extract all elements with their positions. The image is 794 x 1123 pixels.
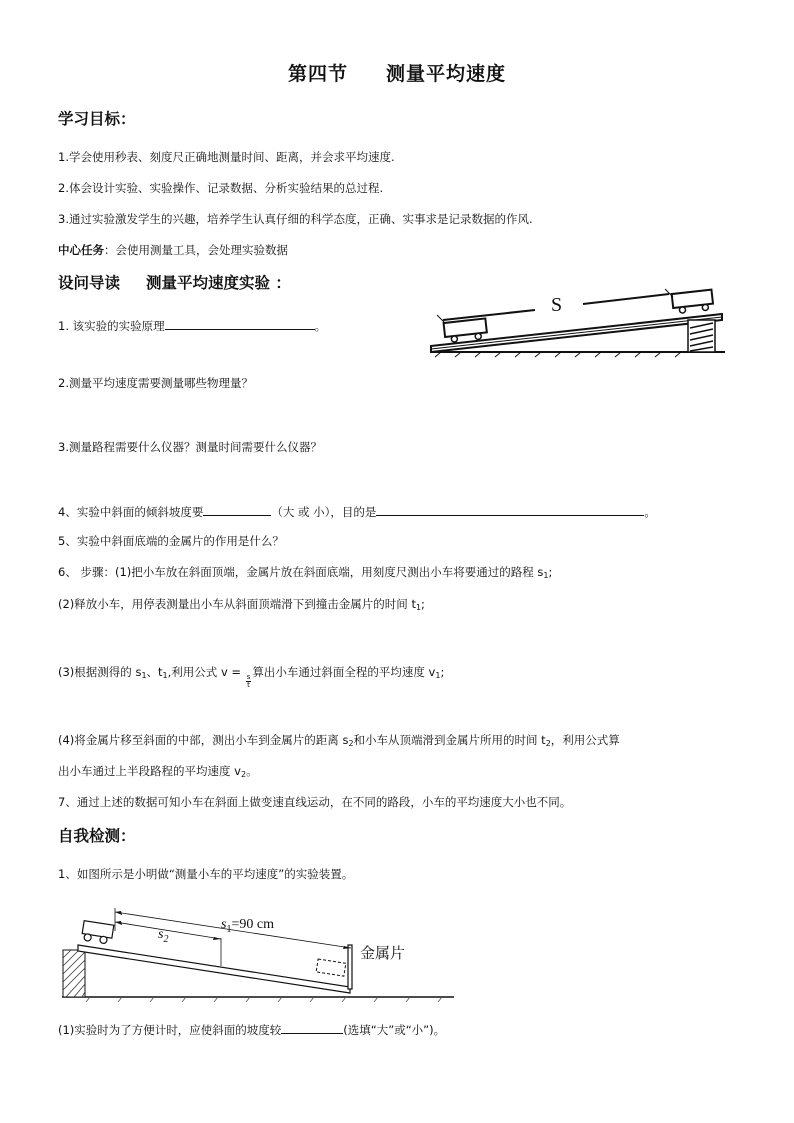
step-3: (3)根据测得的 $s_1$、$t_1$,利用公式 v = $\frac{s}{t}$ 算出小车通过斜面全程的平均速度 $v_1$; <box>58 665 445 689</box>
question-4: 4、实验中斜面的倾斜坡度要 （大 或 小），目的是 。 <box>58 502 656 520</box>
step-4: (4)将金属片移至斜面的中部，测出小车到金属片的距离 $s_2$和小车从顶端滑到金属片所用的时间 $t_2$，利用公式算 <box>58 733 620 748</box>
formula-fraction: $\frac{s}{t}$ <box>246 673 251 689</box>
s1-label: $s_1=90$ cm <box>221 917 274 935</box>
metal-plate-label: 金属片 <box>360 944 406 962</box>
question-2: 2.测量平均速度需要测量哪些物理量？ <box>58 376 253 390</box>
selftest-question-1-1: (1)实验时为了方便计时，应使斜面的坡度较 (选填“大”或“小”)。 <box>58 1020 445 1038</box>
goal-item-2: 2.体会设计实验、实验操作、记录数据、分析实验结果的总过程. <box>58 181 384 195</box>
guide-heading: 设问导读 测量平均速度实验 ： <box>58 273 291 292</box>
central-task-text: ：会使用测量工具，会处理实验数据 <box>104 243 288 257</box>
question-5: 5、实验中斜面底端的金属片的作用是什么？ <box>58 534 284 548</box>
question-3: 3.测量路程需要什么仪器？测量时间需要什么仪器？ <box>58 440 322 454</box>
goals-heading: 学习目标： <box>58 109 136 128</box>
metal-plate <box>348 945 352 989</box>
distance-label: S <box>551 294 563 316</box>
guide-subheading: 测量平均速度实验 ： <box>146 273 291 292</box>
goal-item-3: 3.通过实验激发学生的兴趣，培养学生认真仔细的科学态度，正确、实事求是记录数据的作风. <box>58 212 533 226</box>
question-7: 7、通过上述的数据可知小车在斜面上做变速直线运动，在不同的路段，小车的平均速度大小也不同。 <box>58 795 572 809</box>
step-1: 6、 步骤：(1)把小车放在斜面顶端，金属片放在斜面底端，用刻度尺测出小车将要通过的路程 $s_1$; <box>58 565 553 580</box>
answer-blank-purpose[interactable] <box>376 502 644 516</box>
answer-blank-1[interactable] <box>165 316 315 330</box>
answer-blank-selftest[interactable] <box>281 1020 343 1034</box>
step-2: (2)释放小车，用停表测量出小车从斜面顶端滑下到撞击金属片的时间 $t_1$; <box>58 597 425 612</box>
step-4-line-2: 出小车通过上半段路程的平均速度 $v_2$。 <box>58 764 258 779</box>
central-task <box>58 242 288 258</box>
selftest-question-1: 1、如图所示是小明做“测量小车的平均速度”的实验装置。 <box>58 867 354 881</box>
cart-upper <box>672 290 714 314</box>
incline-diagram <box>425 283 730 358</box>
page-title: 第四节 测量平均速度 <box>287 63 507 85</box>
s2-label: $s_2$ <box>158 927 169 945</box>
question-1: 1. 该实验的实验原理 。 <box>58 316 326 334</box>
cart <box>81 921 114 945</box>
metal-plate-incline-diagram <box>58 898 458 1003</box>
central-task-label: 中心任务 <box>58 243 104 257</box>
goal-item-1: 1.学会使用秒表、刻度尺正确地测量时间、距离，并会求平均速度. <box>58 150 395 164</box>
cart-lower <box>444 318 488 342</box>
answer-blank-slope[interactable] <box>203 502 271 516</box>
selftest-heading: 自我检测： <box>58 826 136 845</box>
